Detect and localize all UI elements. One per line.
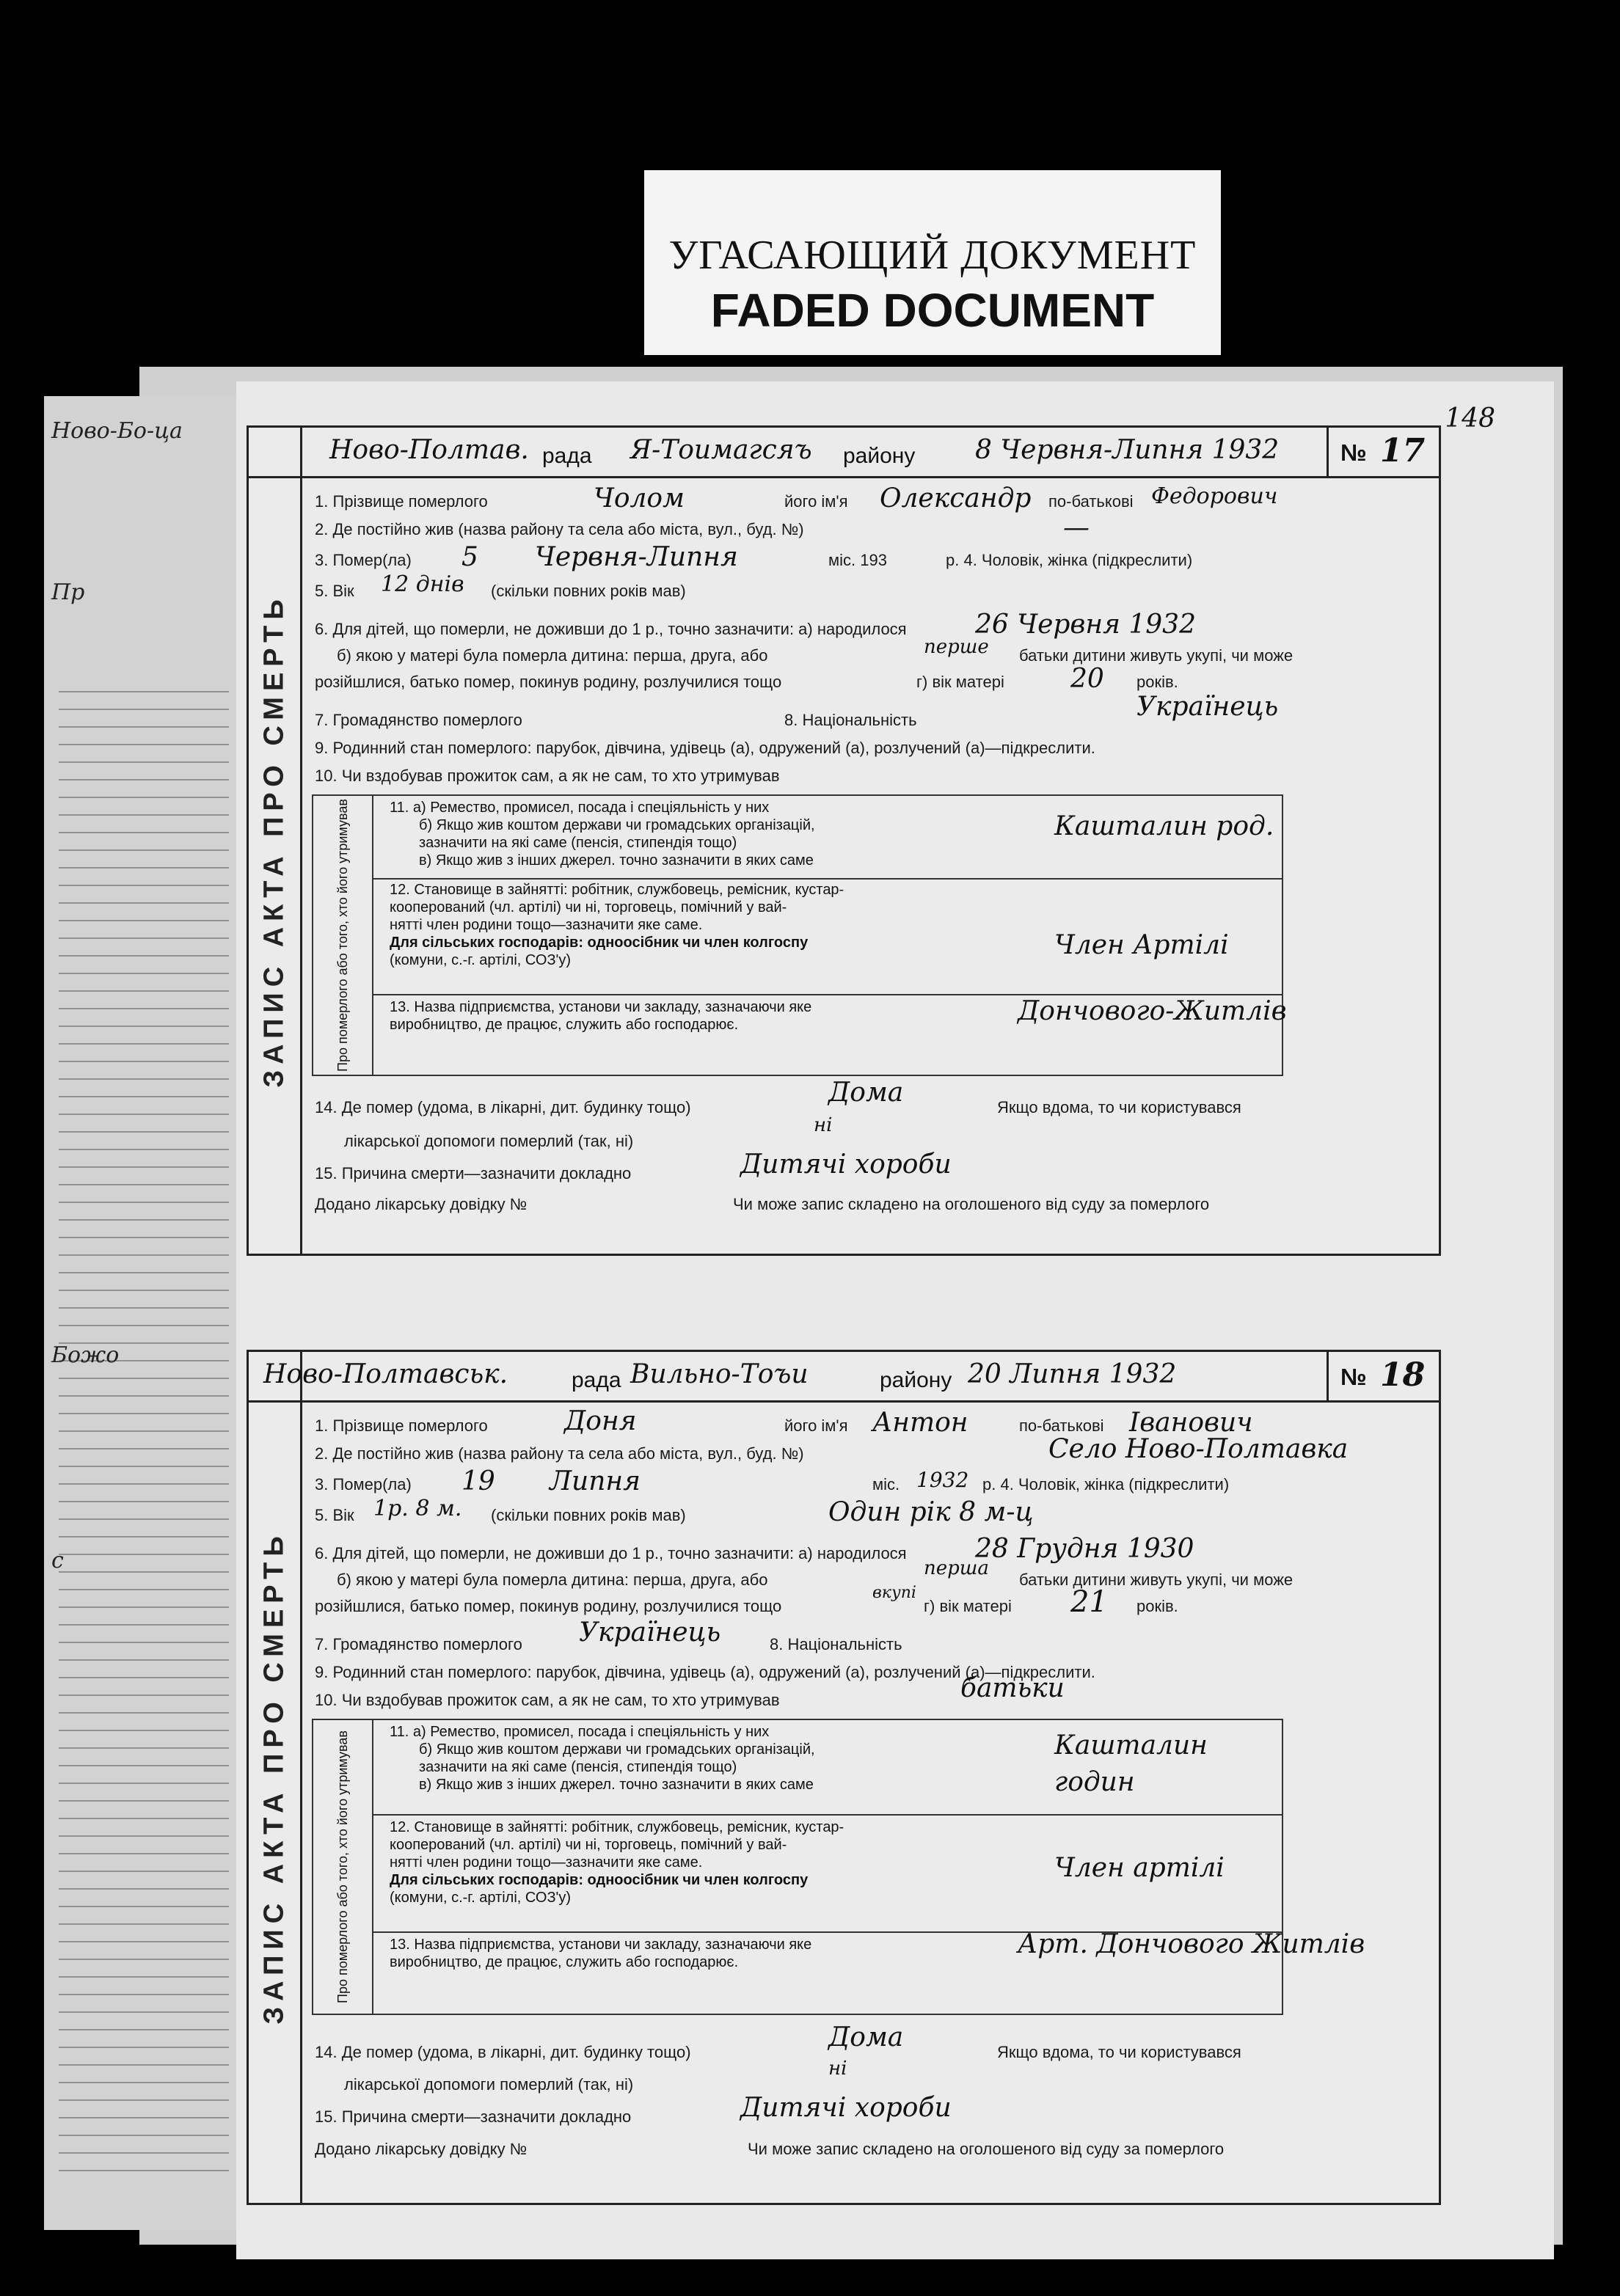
death-month: Липня bbox=[550, 1466, 641, 1496]
address-value: — bbox=[1063, 513, 1090, 543]
patronymic-value: Федорович bbox=[1151, 483, 1278, 509]
stamp-russian-text: УГАСАЮЩИЙ ДОКУМЕНТ bbox=[668, 233, 1197, 278]
field-2: 2. Де постійно жив (назва району та села або міста, вул., буд. №) — bbox=[315, 513, 1090, 543]
field-12: 12. Становище в зайнятті: робітник, службовець, ремісник, кустар- кооперований (чл. артілі) чи ні, торговець, помічний у вай- нятті член родини тощо—зазначити яке саме. Для сільських господарів: одноосібник чи член колгоспу (комуни, с.-г. артілі, СОЗ'у) Член Артілі bbox=[372, 878, 1282, 995]
occupation-box-label: Про померлого або того, хто його утримував bbox=[313, 796, 373, 1075]
age-extra-value: Один рік 8 м-ц bbox=[828, 1497, 1034, 1527]
death-year: 1932 bbox=[916, 1468, 969, 1492]
age-value: 12 днів bbox=[381, 571, 464, 597]
field-11: 11. а) Ремество, промисел, посада і спеціяльність у них б) Якщо жив коштом держави чи громадських організацій, зазначити на які саме (пенсія, стипендія тощо) в) Якщо жив з інших джерел. точно зазначити в яких саме Кашталин годин bbox=[372, 1720, 1282, 1816]
occupation-box bbox=[312, 1719, 1365, 2015]
field-7: 7. Громадянство померлого 8. Національність Українець bbox=[315, 692, 1279, 729]
field-3: 3. Помер(ла) 19 Липня міс. 1932 р. 4. Чоловік, жінка (підкреслити) bbox=[315, 1466, 1230, 1496]
raion-label: району bbox=[843, 444, 916, 468]
record-date: 8 Червня-Липня 1932 bbox=[975, 435, 1280, 465]
left-binding-strip bbox=[44, 396, 239, 2230]
patronymic-value: Іванович bbox=[1129, 1408, 1253, 1438]
field-10: 10. Чи вздобував прожиток сам, а як не сам, то хто утримував bbox=[315, 767, 780, 785]
occupation-11-value: Кашталин род. bbox=[1054, 811, 1274, 841]
field-6c: розійшлися, батько помер, покинув родину, розлучилися тощо вкупі г) вік матері 21 років. bbox=[315, 1584, 1178, 1619]
field-1: 1. Прізвище померлого Доня його ім'я Антон по-батькові Іванович bbox=[315, 1406, 1253, 1438]
record-side-title: ЗАПИС АКТА ПРО СМЕРТЬ bbox=[249, 428, 302, 1254]
record-header bbox=[249, 428, 1439, 478]
field-5: 5. Вік 1р. 8 м. (скільки повних років мав) Один рік 8 м-ц bbox=[315, 1496, 1034, 1527]
occupation-box bbox=[312, 794, 1287, 1076]
strip-note-2: Пр bbox=[51, 580, 85, 605]
age-value: 1р. 8 м. bbox=[373, 1496, 462, 1521]
field-6: 6. Для дітей, що померли, не доживши до 1 р., точно зазначити: а) народилося 26 Червня 1932 bbox=[315, 610, 1196, 640]
field-14b: лікарської допомоги померлий (так, ні) ні bbox=[344, 1114, 833, 1150]
field-5: 5. Вік 12 днів (скільки повних років мав) bbox=[315, 571, 686, 600]
death-month: Червня-Липня bbox=[535, 542, 738, 572]
birth-date: 26 Червня 1932 bbox=[975, 610, 1196, 640]
field-6b: б) якою у матері була померла дитина: перша, друга, або перше батьки дитини живуть укупі, чи може bbox=[337, 636, 1294, 665]
selsovet-value: Ново-Полтавськ. bbox=[263, 1359, 508, 1389]
birth-date: 28 Грудня 1930 bbox=[975, 1534, 1194, 1564]
cause-value: Дитячі хороби bbox=[740, 2093, 952, 2123]
occupation-12-value: Член Артілі bbox=[1054, 930, 1229, 960]
record-number-box: № 18 bbox=[1327, 1352, 1439, 1400]
death-day: 5 bbox=[461, 542, 478, 572]
strip-note-4: с bbox=[51, 1548, 64, 1573]
stamp-english-text: FADED DOCUMENT bbox=[710, 284, 1155, 337]
record-header bbox=[249, 1352, 1439, 1403]
field-13: 13. Назва підприємства, установи чи закладу, зазначаючи яке виробництво, де працює, служить або господарює. Арт. Дончового Житлів bbox=[390, 1929, 1365, 1970]
field-15: 15. Причина смерти—зазначити докладно Дитячі хороби bbox=[315, 2093, 952, 2126]
field-14: 14. Де помер (удома, в лікарні, дит. будинку тощо) Дома Якщо вдома, то чи користувався bbox=[315, 1078, 1241, 1116]
child-order-value: перше bbox=[924, 636, 989, 658]
parents-value: вкупі bbox=[872, 1584, 916, 1602]
field-6c: розійшлися, батько помер, покинув родину, розлучилися тощо г) вік матері 20 років. bbox=[315, 664, 1178, 694]
record-date: 20 Липня 1932 bbox=[968, 1359, 1177, 1389]
rada-label: рада bbox=[572, 1368, 621, 1392]
medical-help-value: ні bbox=[814, 1114, 833, 1136]
medical-help-value: ні bbox=[828, 2058, 847, 2080]
field-1: 1. Прізвище померлого Чолом його ім'я Олександр по-батькові Федорович bbox=[315, 483, 1278, 513]
faded-document-stamp bbox=[644, 170, 1221, 355]
strip-note-1: Ново-Бо-ца bbox=[51, 418, 183, 444]
field-7: 7. Громадянство померлого Українець 8. Національність bbox=[315, 1617, 902, 1653]
death-record-18 bbox=[247, 1350, 1441, 2205]
raion-value: Я-Тоимагсяъ bbox=[630, 435, 812, 465]
field-14: 14. Де помер (удома, в лікарні, дит. будинку тощо) Дома Якщо вдома, то чи користувався bbox=[315, 2022, 1241, 2061]
cause-value: Дитячі хороби bbox=[740, 1149, 952, 1180]
field-16: Додано лікарську довідку № Чи може запис складено на оголошеного від суду за померлого bbox=[315, 2140, 1225, 2158]
surname-value: Чолом bbox=[594, 483, 685, 513]
occupation-13-value: Дончового-Житлів bbox=[1018, 996, 1287, 1026]
surname-value: Доня bbox=[564, 1406, 637, 1436]
field-14b: лікарської допомоги померлий (так, ні) ні bbox=[344, 2058, 847, 2094]
raion-value: Вильно-Тоъи bbox=[630, 1359, 809, 1389]
citizenship-value: Українець bbox=[579, 1617, 721, 1648]
record-number: 17 bbox=[1380, 432, 1426, 469]
field-6b: б) якою у матері була померла дитина: перша, друга, або перша батьки дитини живуть укупі, чи може bbox=[337, 1557, 1294, 1589]
occupation-12-value: Член артілі bbox=[1054, 1853, 1225, 1883]
field-10: 10. Чи вздобував прожиток сам, а як не сам, то хто утримував батьки bbox=[315, 1673, 1065, 1709]
selsovet-value: Ново-Полтав. bbox=[329, 435, 529, 465]
occupation-13-value: Арт. Дончового Житлів bbox=[1018, 1929, 1365, 1959]
field-3: 3. Помер(ла) 5 Червня-Липня міс. 193 р. 4. Чоловік, жінка (підкреслити) bbox=[315, 542, 1193, 572]
name-value: Антон bbox=[872, 1408, 968, 1438]
supporter-value: батьки bbox=[960, 1673, 1065, 1703]
field-9: 9. Родинний стан померлого: парубок, дівчина, удівець (а), одружений (а), розлучений (а)—підкреслити. bbox=[315, 739, 1095, 757]
strip-note-3: Божо bbox=[51, 1342, 120, 1368]
nationality-value: Українець bbox=[1136, 692, 1279, 722]
occupation-box-label: Про померлого або того, хто його утримував bbox=[313, 1720, 373, 2014]
field-2: 2. Де постійно жив (назва району та села або міста, вул., буд. №) Село Ново-Полтавка bbox=[315, 1434, 1349, 1464]
raion-label: району bbox=[880, 1368, 952, 1392]
death-day: 19 bbox=[461, 1466, 495, 1496]
record-number-box: № 17 bbox=[1327, 428, 1439, 476]
rada-label: рада bbox=[542, 444, 592, 468]
ruled-lines bbox=[59, 675, 229, 2186]
mother-age-value: 20 bbox=[1070, 664, 1104, 694]
mother-age-value: 21 bbox=[1070, 1585, 1108, 1619]
register-page bbox=[236, 381, 1554, 2259]
death-place-value: Дома bbox=[828, 1078, 904, 1108]
sheet-number: 148 bbox=[1445, 403, 1495, 434]
death-record-17 bbox=[247, 425, 1441, 1256]
record-number: 18 bbox=[1380, 1356, 1426, 1394]
field-12: 12. Становище в зайнятті: робітник, службовець, ремісник, кустар- кооперований (чл. артілі) чи ні, торговець, помічний у вай- нятті член родини тощо—зазначити яке саме. Для сільських господарів: одноосібник чи член колгоспу (комуни, с.-г. артілі, СОЗ'у) Член артілі bbox=[372, 1816, 1282, 1933]
field-11: 11. а) Ремество, промисел, посада і спеціяльність у них б) Якщо жив коштом держави чи громадських організацій, зазначити на які саме (пенсія, стипендія тощо) в) Якщо жив з інших джерел. точно зазначити в яких саме Кашталин род. bbox=[372, 796, 1282, 880]
occupation-11-value: Кашталин годин bbox=[1054, 1730, 1208, 1797]
record-side-title: ЗАПИС АКТА ПРО СМЕРТЬ bbox=[249, 1352, 302, 2203]
field-15: 15. Причина смерти—зазначити докладно Дитячі хороби bbox=[315, 1149, 952, 1182]
field-16: Додано лікарську довідку № Чи може запис складено на оголошеного від суду за померлого bbox=[315, 1195, 1210, 1213]
field-6: 6. Для дітей, що померли, не доживши до 1 р., точно зазначити: а) народилося 28 Грудня 1930 bbox=[315, 1534, 1194, 1564]
field-9: 9. Родинний стан померлого: парубок, дівчина, удівець (а), одружений (а), розлучений (а)—підкреслити. bbox=[315, 1663, 1095, 1681]
name-value: Олександр bbox=[880, 483, 1032, 513]
field-13: 13. Назва підприємства, установи чи закладу, зазначаючи яке виробництво, де працює, служить або господарює. Дончового-Житлів bbox=[390, 996, 1287, 1033]
child-order-value: перша bbox=[924, 1557, 989, 1579]
address-value: Село Ново-Полтавка bbox=[1048, 1434, 1349, 1464]
death-place-value: Дома bbox=[828, 2022, 904, 2052]
